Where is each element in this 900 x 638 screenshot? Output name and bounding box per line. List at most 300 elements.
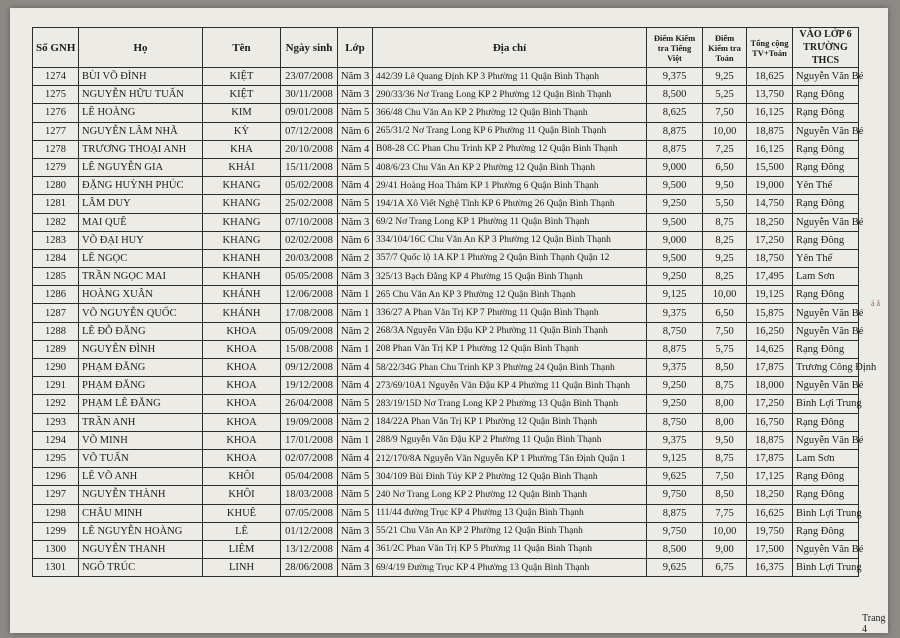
cell-dia-chi: 408/6/23 Chu Văn An KP 2 Phường 12 Quận Bình Thạnh (373, 158, 647, 176)
cell-dia-chi: 212/170/8A Nguyễn Văn Nguyễn KP 1 Phường Tân Định Quận 1 (373, 449, 647, 467)
cell-lop: Năm 4 (338, 140, 373, 158)
cell-truong: Lam Sơn (793, 268, 859, 286)
cell-so-gnh: 1292 (33, 395, 79, 413)
cell-ho: ĐẶNG HUỲNH PHÚC (79, 177, 203, 195)
margin-handwriting: ả ắ (871, 299, 881, 308)
cell-tong-cong: 18,625 (747, 68, 793, 86)
cell-so-gnh: 1276 (33, 104, 79, 122)
cell-so-gnh: 1279 (33, 158, 79, 176)
header-ho: Họ (79, 28, 203, 68)
cell-diem-toan: 8,75 (703, 213, 747, 231)
cell-ngay-sinh: 23/07/2008 (281, 68, 338, 86)
cell-ten: KHOA (203, 395, 281, 413)
table-row (33, 140, 859, 158)
cell-truong: Trương Công Định (793, 359, 859, 377)
cell-ho: MAI QUÊ (79, 213, 203, 231)
cell-tong-cong: 16,125 (747, 140, 793, 158)
cell-so-gnh: 1275 (33, 86, 79, 104)
cell-diem-toan: 9,50 (703, 177, 747, 195)
cell-dia-chi: 69/2 Nơ Trang Long KP 1 Phường 11 Quận Bình Thạnh (373, 213, 647, 231)
cell-diem-tieng-viet: 8,875 (647, 340, 703, 358)
cell-diem-toan: 7,50 (703, 104, 747, 122)
page-number: Trang 4 (862, 613, 886, 635)
cell-so-gnh: 1296 (33, 468, 79, 486)
cell-ten: KHANG (203, 231, 281, 249)
cell-ho: BÙI VÕ ĐÌNH (79, 68, 203, 86)
cell-lop: Năm 5 (338, 395, 373, 413)
cell-ngay-sinh: 15/11/2008 (281, 158, 338, 176)
cell-dia-chi: 184/22A Phan Văn Trị KP 1 Phường 12 Quận Bình Thạnh (373, 413, 647, 431)
cell-ten: KHANH (203, 249, 281, 267)
cell-diem-tieng-viet: 9,750 (647, 522, 703, 540)
cell-diem-tieng-viet: 9,750 (647, 486, 703, 504)
cell-tong-cong: 16,750 (747, 413, 793, 431)
cell-diem-toan: 5,50 (703, 195, 747, 213)
table-row (33, 249, 859, 267)
cell-lop: Năm 5 (338, 104, 373, 122)
cell-so-gnh: 1301 (33, 559, 79, 577)
cell-ten: KIM (203, 104, 281, 122)
cell-ho: VÕ TUẤN (79, 449, 203, 467)
cell-so-gnh: 1287 (33, 304, 79, 322)
cell-ten: KHOA (203, 359, 281, 377)
cell-dia-chi: 265/31/2 Nơ Trang Long KP 6 Phường 11 Quận Bình Thạnh (373, 122, 647, 140)
cell-truong: Lam Sơn (793, 449, 859, 467)
cell-ho: TRẦN ANH (79, 413, 203, 431)
cell-lop: Năm 3 (338, 213, 373, 231)
cell-diem-tieng-viet: 8,875 (647, 504, 703, 522)
cell-dia-chi: 29/41 Hoàng Hoa Thám KP 1 Phường 6 Quận Bình Thạnh (373, 177, 647, 195)
table-header (33, 28, 859, 68)
cell-ho: LÊ NGUYỄN GIA (79, 158, 203, 176)
cell-truong: Rạng Đông (793, 104, 859, 122)
cell-diem-toan: 5,25 (703, 86, 747, 104)
header-vao-lop-6: VÀO LỚP 6 TRƯỜNG THCS (793, 28, 859, 68)
cell-ngay-sinh: 19/12/2008 (281, 377, 338, 395)
cell-lop: Năm 3 (338, 559, 373, 577)
cell-truong: Rạng Đông (793, 158, 859, 176)
cell-ten: KHANG (203, 195, 281, 213)
cell-lop: Năm 4 (338, 177, 373, 195)
cell-dia-chi: 111/44 đường Trục KP 4 Phường 13 Quận Bình Thạnh (373, 504, 647, 522)
cell-lop: Năm 1 (338, 431, 373, 449)
cell-ho: NGUYỄN THANH (79, 540, 203, 558)
cell-diem-toan: 9,00 (703, 540, 747, 558)
cell-lop: Năm 5 (338, 486, 373, 504)
cell-ten: KHUÊ (203, 504, 281, 522)
cell-ten: LÊ (203, 522, 281, 540)
cell-ngay-sinh: 02/02/2008 (281, 231, 338, 249)
cell-lop: Năm 3 (338, 86, 373, 104)
cell-diem-toan: 9,50 (703, 431, 747, 449)
cell-lop: Năm 1 (338, 304, 373, 322)
cell-tong-cong: 17,125 (747, 468, 793, 486)
cell-lop: Năm 2 (338, 249, 373, 267)
cell-ten: KỲ (203, 122, 281, 140)
cell-lop: Năm 5 (338, 195, 373, 213)
cell-diem-tieng-viet: 9,625 (647, 468, 703, 486)
cell-dia-chi: 265 Chu Văn An KP 3 Phường 12 Quận Bình Thạnh (373, 286, 647, 304)
cell-lop: Năm 5 (338, 158, 373, 176)
cell-ngay-sinh: 05/04/2008 (281, 468, 338, 486)
cell-tong-cong: 19,000 (747, 177, 793, 195)
cell-tong-cong: 15,500 (747, 158, 793, 176)
cell-truong: Nguyễn Văn Bé (793, 540, 859, 558)
cell-tong-cong: 18,750 (747, 249, 793, 267)
cell-tong-cong: 18,875 (747, 431, 793, 449)
cell-lop: Năm 6 (338, 231, 373, 249)
cell-ten: KHOA (203, 340, 281, 358)
cell-diem-tieng-viet: 8,750 (647, 322, 703, 340)
table-row (33, 268, 859, 286)
cell-diem-tieng-viet: 9,500 (647, 177, 703, 195)
cell-diem-tieng-viet: 9,375 (647, 431, 703, 449)
cell-ten: LINH (203, 559, 281, 577)
cell-so-gnh: 1282 (33, 213, 79, 231)
cell-truong: Bình Lợi Trung (793, 395, 859, 413)
cell-lop: Năm 4 (338, 377, 373, 395)
table-row (33, 449, 859, 467)
cell-ngay-sinh: 07/05/2008 (281, 504, 338, 522)
cell-so-gnh: 1288 (33, 322, 79, 340)
cell-tong-cong: 15,875 (747, 304, 793, 322)
cell-diem-toan: 8,00 (703, 395, 747, 413)
table-row (33, 540, 859, 558)
cell-ho: CHÂU MINH (79, 504, 203, 522)
cell-dia-chi: 290/33/36 Nơ Trang Long KP 2 Phường 12 Quận Bình Thạnh (373, 86, 647, 104)
table-row (33, 504, 859, 522)
cell-dia-chi: 304/109 Bùi Đình Túy KP 2 Phường 12 Quận Bình Thạnh (373, 468, 647, 486)
cell-diem-tieng-viet: 9,500 (647, 213, 703, 231)
cell-lop: Năm 3 (338, 268, 373, 286)
cell-ten: KHẢI (203, 158, 281, 176)
cell-tong-cong: 14,750 (747, 195, 793, 213)
table-row (33, 359, 859, 377)
cell-tong-cong: 18,875 (747, 122, 793, 140)
cell-dia-chi: 336/27 A Phan Văn Trị KP 7 Phường 11 Quận Bình Thạnh (373, 304, 647, 322)
cell-truong: Rạng Đông (793, 522, 859, 540)
table-row (33, 522, 859, 540)
cell-truong: Nguyễn Văn Bé (793, 122, 859, 140)
cell-so-gnh: 1295 (33, 449, 79, 467)
cell-diem-tieng-viet: 9,125 (647, 449, 703, 467)
cell-dia-chi: 325/13 Bạch Đằng KP 4 Phường 15 Quận Bình Thạnh (373, 268, 647, 286)
cell-so-gnh: 1280 (33, 177, 79, 195)
cell-diem-toan: 10,00 (703, 122, 747, 140)
header-tong-cong: Tổng cộng TV+Toán (747, 28, 793, 68)
cell-ho: LÊ NGỌC (79, 249, 203, 267)
cell-diem-tieng-viet: 9,250 (647, 268, 703, 286)
header-diem-toan: Điểm Kiểm tra Toán (703, 28, 747, 68)
cell-diem-toan: 7,75 (703, 504, 747, 522)
table-row (33, 158, 859, 176)
cell-lop: Năm 2 (338, 322, 373, 340)
cell-dia-chi: B08-28 CC Phan Chu Trinh KP 2 Phường 12 Quận Bình Thạnh (373, 140, 647, 158)
table-row (33, 468, 859, 486)
cell-so-gnh: 1284 (33, 249, 79, 267)
cell-tong-cong: 18,250 (747, 213, 793, 231)
table-row (33, 231, 859, 249)
cell-ngay-sinh: 20/03/2008 (281, 249, 338, 267)
table-row (33, 322, 859, 340)
cell-ngay-sinh: 17/01/2008 (281, 431, 338, 449)
cell-lop: Năm 3 (338, 522, 373, 540)
cell-diem-toan: 7,50 (703, 322, 747, 340)
cell-truong: Bình Lợi Trung (793, 559, 859, 577)
cell-tong-cong: 16,125 (747, 104, 793, 122)
cell-dia-chi: 55/21 Chu Văn An KP 2 Phường 12 Quận Bình Thạnh (373, 522, 647, 540)
header-ngay-sinh: Ngày sinh (281, 28, 338, 68)
cell-dia-chi: 58/22/34G Phan Chu Trinh KP 3 Phường 24 Quận Bình Thạnh (373, 359, 647, 377)
cell-ngay-sinh: 12/06/2008 (281, 286, 338, 304)
cell-diem-toan: 8,75 (703, 449, 747, 467)
cell-diem-tieng-viet: 8,625 (647, 104, 703, 122)
cell-ten: KHOA (203, 431, 281, 449)
cell-so-gnh: 1286 (33, 286, 79, 304)
cell-ngay-sinh: 18/03/2008 (281, 486, 338, 504)
cell-diem-tieng-viet: 9,250 (647, 377, 703, 395)
header-so-gnh: Số GNH (33, 28, 79, 68)
table-row (33, 195, 859, 213)
cell-diem-toan: 8,25 (703, 231, 747, 249)
cell-diem-tieng-viet: 8,875 (647, 122, 703, 140)
cell-ho: VÕ ĐẠI HUY (79, 231, 203, 249)
cell-tong-cong: 17,250 (747, 231, 793, 249)
table-row (33, 340, 859, 358)
cell-dia-chi: 288/9 Nguyễn Văn Đậu KP 2 Phường 11 Quận Bình Thạnh (373, 431, 647, 449)
cell-diem-toan: 10,00 (703, 522, 747, 540)
cell-diem-toan: 8,50 (703, 486, 747, 504)
cell-ho: LÂM DUY (79, 195, 203, 213)
cell-so-gnh: 1285 (33, 268, 79, 286)
cell-diem-toan: 5,75 (703, 340, 747, 358)
cell-diem-tieng-viet: 9,375 (647, 359, 703, 377)
table-row (33, 86, 859, 104)
cell-dia-chi: 273/69/10A1 Nguyễn Văn Đậu KP 4 Phường 11 Quận Bình Thạnh (373, 377, 647, 395)
cell-diem-tieng-viet: 8,750 (647, 413, 703, 431)
cell-diem-toan: 8,75 (703, 377, 747, 395)
cell-ten: KHOA (203, 322, 281, 340)
cell-ho: LÊ HOÀNG (79, 104, 203, 122)
cell-so-gnh: 1289 (33, 340, 79, 358)
cell-ngay-sinh: 25/02/2008 (281, 195, 338, 213)
cell-ngay-sinh: 15/08/2008 (281, 340, 338, 358)
document-sheet (10, 8, 888, 633)
cell-ho: HOÀNG XUÂN (79, 286, 203, 304)
cell-ho: NGÔ TRÚC (79, 559, 203, 577)
cell-tong-cong: 17,500 (747, 540, 793, 558)
cell-ho: VÕ NGUYỄN QUỐC (79, 304, 203, 322)
cell-ho: NGUYỄN HỮU TUẤN (79, 86, 203, 104)
cell-truong: Rạng Đông (793, 86, 859, 104)
cell-diem-toan: 6,50 (703, 304, 747, 322)
cell-diem-tieng-viet: 9,000 (647, 231, 703, 249)
cell-truong: Yên Thế (793, 177, 859, 195)
cell-diem-toan: 10,00 (703, 286, 747, 304)
cell-ho: LÊ ĐỖ ĐĂNG (79, 322, 203, 340)
cell-dia-chi: 194/1A Xô Viết Nghệ Tĩnh KP 6 Phường 26 Quận Bình Thạnh (373, 195, 647, 213)
table-row (33, 395, 859, 413)
cell-ho: PHẠM ĐĂNG (79, 377, 203, 395)
cell-ten: KHOA (203, 413, 281, 431)
table-row (33, 68, 859, 86)
cell-truong: Nguyễn Văn Bé (793, 431, 859, 449)
cell-tong-cong: 17,495 (747, 268, 793, 286)
cell-ten: KHÔI (203, 486, 281, 504)
cell-diem-tieng-viet: 9,125 (647, 286, 703, 304)
cell-ngay-sinh: 07/10/2008 (281, 213, 338, 231)
cell-truong: Rạng Đông (793, 468, 859, 486)
cell-ho: PHẠM ĐĂNG (79, 359, 203, 377)
table-row (33, 377, 859, 395)
header-dia-chi: Địa chỉ (373, 28, 647, 68)
cell-truong: Nguyễn Văn Bé (793, 213, 859, 231)
cell-dia-chi: 69/4/19 Đường Trục KP 4 Phường 13 Quận Bình Thạnh (373, 559, 647, 577)
cell-dia-chi: 283/19/15D Nơ Trang Long KP 2 Phường 13 Quận Bình Thạnh (373, 395, 647, 413)
cell-so-gnh: 1298 (33, 504, 79, 522)
cell-ten: KHANH (203, 268, 281, 286)
cell-tong-cong: 14,625 (747, 340, 793, 358)
cell-ngay-sinh: 13/12/2008 (281, 540, 338, 558)
cell-ho: LÊ VÕ ANH (79, 468, 203, 486)
cell-truong: Rạng Đông (793, 486, 859, 504)
cell-ngay-sinh: 20/10/2008 (281, 140, 338, 158)
cell-ngay-sinh: 26/04/2008 (281, 395, 338, 413)
cell-so-gnh: 1294 (33, 431, 79, 449)
cell-lop: Năm 6 (338, 122, 373, 140)
cell-ten: KIỆT (203, 86, 281, 104)
cell-lop: Năm 1 (338, 340, 373, 358)
cell-ngay-sinh: 09/01/2008 (281, 104, 338, 122)
cell-diem-toan: 9,25 (703, 249, 747, 267)
cell-tong-cong: 17,875 (747, 359, 793, 377)
cell-diem-tieng-viet: 9,500 (647, 249, 703, 267)
cell-ten: KHA (203, 140, 281, 158)
cell-diem-tieng-viet: 9,375 (647, 68, 703, 86)
cell-so-gnh: 1277 (33, 122, 79, 140)
cell-truong: Rạng Đông (793, 231, 859, 249)
cell-ngay-sinh: 05/02/2008 (281, 177, 338, 195)
cell-ten: KHÔI (203, 468, 281, 486)
cell-truong: Nguyễn Văn Bé (793, 377, 859, 395)
cell-diem-toan: 6,50 (703, 158, 747, 176)
cell-tong-cong: 18,000 (747, 377, 793, 395)
cell-truong: Rạng Đông (793, 340, 859, 358)
cell-ngay-sinh: 01/12/2008 (281, 522, 338, 540)
cell-truong: Nguyễn Văn Bé (793, 304, 859, 322)
cell-ho: LÊ NGUYỄN HOÀNG (79, 522, 203, 540)
cell-ho: PHẠM LÊ ĐĂNG (79, 395, 203, 413)
header-lop: Lớp (338, 28, 373, 68)
cell-ho: NGUYỄN THÀNH (79, 486, 203, 504)
cell-so-gnh: 1299 (33, 522, 79, 540)
cell-tong-cong: 17,875 (747, 449, 793, 467)
cell-truong: Nguyễn Văn Bé (793, 322, 859, 340)
header-diem-tieng-viet: Điểm Kiểm tra Tiếng Việt (647, 28, 703, 68)
cell-so-gnh: 1274 (33, 68, 79, 86)
cell-diem-tieng-viet: 8,875 (647, 140, 703, 158)
cell-dia-chi: 357/7 Quốc lộ 1A KP 1 Phường 2 Quận Bình Thạnh Quận 12 (373, 249, 647, 267)
cell-ngay-sinh: 09/12/2008 (281, 359, 338, 377)
cell-lop: Năm 4 (338, 449, 373, 467)
cell-dia-chi: 366/48 Chu Văn An KP 2 Phường 12 Quận Bình Thạnh (373, 104, 647, 122)
cell-tong-cong: 19,125 (747, 286, 793, 304)
cell-ngay-sinh: 17/08/2008 (281, 304, 338, 322)
cell-ten: KHOA (203, 377, 281, 395)
cell-ten: KHÁNH (203, 304, 281, 322)
cell-truong: Rạng Đông (793, 195, 859, 213)
cell-lop: Năm 4 (338, 540, 373, 558)
cell-ngay-sinh: 02/07/2008 (281, 449, 338, 467)
cell-diem-toan: 8,25 (703, 268, 747, 286)
cell-lop: Năm 5 (338, 468, 373, 486)
cell-diem-toan: 8,00 (703, 413, 747, 431)
cell-diem-tieng-viet: 8,500 (647, 540, 703, 558)
cell-ten: LIÊM (203, 540, 281, 558)
cell-truong: Nguyễn Văn Bé (793, 68, 859, 86)
cell-ten: KHOA (203, 449, 281, 467)
cell-ten: KHANG (203, 177, 281, 195)
cell-dia-chi: 240 Nơ Trang Long KP 2 Phường 12 Quận Bình Thạnh (373, 486, 647, 504)
cell-dia-chi: 334/104/16C Chu Văn An KP 3 Phường 12 Quận Bình Thạnh (373, 231, 647, 249)
table-row (33, 286, 859, 304)
cell-lop: Năm 4 (338, 359, 373, 377)
cell-so-gnh: 1300 (33, 540, 79, 558)
table-row (33, 413, 859, 431)
cell-so-gnh: 1281 (33, 195, 79, 213)
cell-dia-chi: 361/2C Phan Văn Trị KP 5 Phường 11 Quận Bình Thạnh (373, 540, 647, 558)
cell-diem-toan: 9,25 (703, 68, 747, 86)
cell-ngay-sinh: 07/12/2008 (281, 122, 338, 140)
cell-ho: TRƯƠNG THOẠI ANH (79, 140, 203, 158)
cell-tong-cong: 16,250 (747, 322, 793, 340)
cell-dia-chi: 442/39 Lê Quang Định KP 3 Phường 11 Quận Bình Thạnh (373, 68, 647, 86)
cell-ho: NGUYỄN ĐÌNH (79, 340, 203, 358)
table-row (33, 304, 859, 322)
cell-diem-tieng-viet: 9,625 (647, 559, 703, 577)
cell-diem-toan: 8,50 (703, 359, 747, 377)
cell-truong: Rạng Đông (793, 286, 859, 304)
cell-tong-cong: 17,250 (747, 395, 793, 413)
cell-ten: KIỆT (203, 68, 281, 86)
cell-diem-toan: 7,25 (703, 140, 747, 158)
cell-diem-tieng-viet: 9,000 (647, 158, 703, 176)
cell-ho: NGUYỄN LÂM NHÃ (79, 122, 203, 140)
header-ten: Tên (203, 28, 281, 68)
table-row (33, 213, 859, 231)
cell-so-gnh: 1293 (33, 413, 79, 431)
table-row (33, 486, 859, 504)
cell-so-gnh: 1290 (33, 359, 79, 377)
cell-diem-tieng-viet: 9,250 (647, 195, 703, 213)
cell-lop: Năm 1 (338, 286, 373, 304)
cell-ngay-sinh: 05/05/2008 (281, 268, 338, 286)
cell-tong-cong: 18,250 (747, 486, 793, 504)
cell-tong-cong: 16,375 (747, 559, 793, 577)
cell-tong-cong: 16,625 (747, 504, 793, 522)
cell-truong: Rạng Đông (793, 413, 859, 431)
table-row (33, 177, 859, 195)
cell-diem-tieng-viet: 9,375 (647, 304, 703, 322)
cell-ho: TRẦN NGỌC MAI (79, 268, 203, 286)
table-row (33, 559, 859, 577)
cell-lop: Năm 3 (338, 68, 373, 86)
cell-dia-chi: 208 Phan Văn Trị KP 1 Phường 12 Quận Bình Thạnh (373, 340, 647, 358)
cell-diem-toan: 7,50 (703, 468, 747, 486)
cell-truong: Yên Thế (793, 249, 859, 267)
cell-so-gnh: 1278 (33, 140, 79, 158)
cell-so-gnh: 1283 (33, 231, 79, 249)
